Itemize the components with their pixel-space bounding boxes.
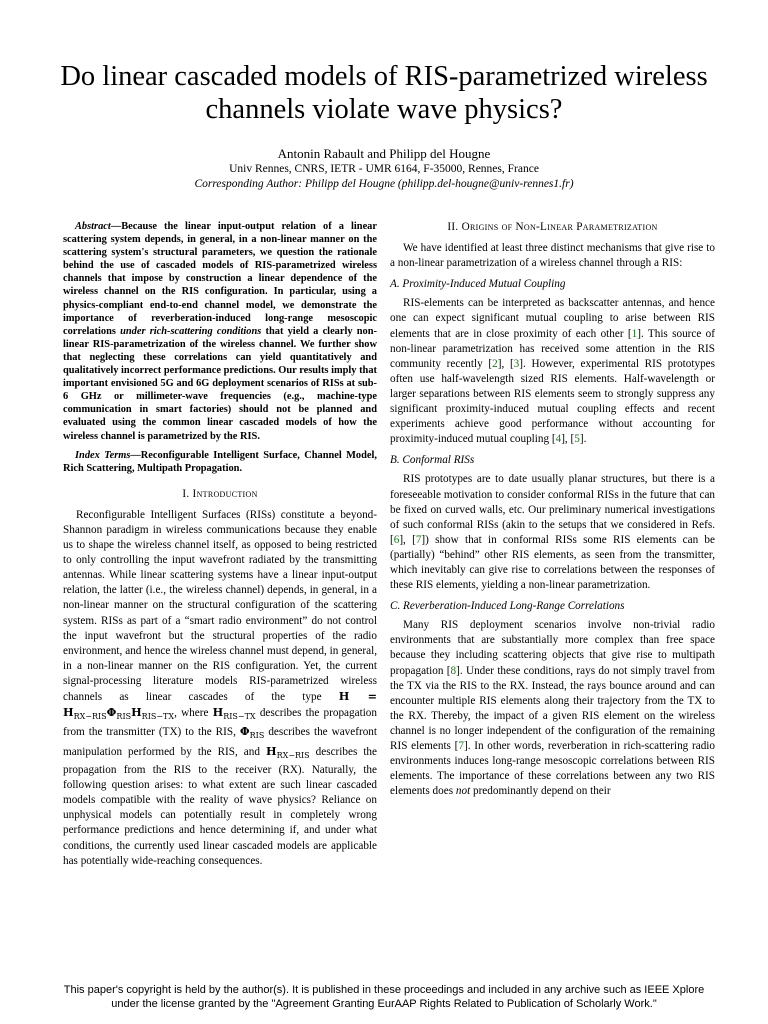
citation-link[interactable]: 4 [555,433,562,446]
c-italic-not: not [455,785,471,798]
index-terms-text: —Reconfigurable Intelligent Surface, Channel Model, Rich Scattering, Multipath Propagation. [63,449,377,474]
intro-text-b: , where [174,707,213,720]
abstract-lead: Abstract [75,221,111,232]
citation-link[interactable]: 5 [574,433,580,446]
c-text-2: ]. Under these conditions, rays do not simply travel from the TX via the RIS to the RX. Instead, the rays bounce around and can encounter multiple RIS elements along their trajectory from the TX to the RX. Thereby, the impact of a given RIS element on the wireless channel is no longer independent of the configuration of the remaining RIS elements [ [390,664,716,752]
subsection-heading-a: A. Proximity-Induced Mutual Coupling [390,278,566,291]
copyright-line-2: under the license granted by the "Agreement Granting EurAAP Rights Related to Publication of Scholarly Work." [111,998,657,1010]
citation-link[interactable]: 3 [513,357,520,370]
copyright-notice [0,983,768,1011]
b-text-2: ], [ [399,533,416,546]
citation-link[interactable]: 7 [415,533,422,546]
eq-phi: Φ [106,705,117,720]
c-text-1: Many RIS deployment scenarios involve non-trivial radio environments that are substantially more complex than free space because they including scattering objects that give rise to multipath propagation [ [390,619,715,677]
abstract-italic: under rich-scattering conditions [120,325,262,337]
section-heading-origins: II. Origins of Non-Linear Parametrization [447,221,658,233]
right-column [390,220,715,799]
eq-sub-ristx: RIS−TX [141,712,175,722]
paper-affiliation: Univ Rennes, CNRS, IETR - UMR 6164, F-35000, Rennes, France [229,163,539,175]
intro-text-e: describes the propagation from the RIS to the receiver (RX). Naturally, the following question arises: to what extent are such linear cascaded models compatible with the reality of wave physics? Reliance on unphysical models can potentially result in completely wrong performance predictions and hence determining if, and under what conditions, the currently used linear cascaded models are applicable has potentially wide-reaching consequences. [63,745,377,867]
subsection-heading-b: B. Conformal RISs [390,454,475,467]
a-text-4: ]. However, experimental RIS prototypes often use half-wavelength sized RIS elements. Half-wavelength or larger separations between RIS elements seem to strongly suppress any significant proximity-induced mutual coupling effects and recent experiments achieve good performance without accounting for proximity-induced mutual coupling [ [390,357,715,446]
eq-h2: H [131,705,142,720]
sym-h-rxris-sub: RX−RIS [276,750,310,760]
c-text-3: ]. In other words, reverberation in rich-scattering radio environments induces long-range mesoscopic correlations between RIS elements. The importance of these correlations between any two RIS elements does [390,740,715,798]
a-text-2: ]. This source of non-linear parametrization has received some attention in the RIS community recently [ [390,327,715,370]
eq-sub-ris: RIS [116,712,132,722]
intro-text-a: Reconfigurable Intelligent Surfaces (RISs) constitute a beyond-Shannon paradigm in wireless communications because they enable us to shape the wireless channel itself, as opposed to being restricted to only controlling the input wavefront radiated by the transmitting antennas. While linear scattering systems have a linear input-output relation, the latter (i.e., the wireless channel) depends, in general, in a non-linear manner on the structural configuration of the scattering system. RISs as part of a “smart radio environment” do not control the input wavefront but the structural properties of the radio environment, and hence the wireless channel must depend, in general, in a non-linear manner on the RIS configuration. Yet, the current signal-processing literature models RIS-parametrized wireless channels as linear cascades of the type [63,508,377,703]
a-text-5: ], [ [561,433,575,446]
eq-h: H = H [63,689,377,720]
intro-text-d: describes the wavefront manipulation performed by the RIS, and [63,726,377,758]
abstract-text-2: that yield a clearly non-linear RIS-parametrization of the wireless channel. We further show that neglecting these correlations can yield quantitatively and qualitatively incorrect performance predictions. Our results imply that important envisioned 5G and 6G deployment scenarios of RISs at sub-6 GHz or millimeter-wave frequencies (e.g., machine-type communication in smart factories) should not be planned and evaluated using the common linear cascaded models of how the wireless channel is parametrized by the RIS. [63,325,377,442]
a-text-3: ], [ [497,357,514,370]
intro-text-c: describes the propagation from the transmitter (TX) to the RIS, [63,707,377,739]
citation-link[interactable]: 8 [450,664,457,677]
abstract [63,220,377,443]
sym-phi: Φ [239,724,250,739]
citation-link[interactable]: 1 [631,327,638,340]
subsection-heading-c: C. Reverberation-Induced Long-Range Correlations [390,600,625,613]
eq-sub-rxris: RX−RIS [73,712,107,722]
copyright-line-1: This paper's copyright is held by the author(s). It is published in these proceedings and included in any archive such as IEEE Xplore [63,984,705,996]
a-text-6: ]. [579,433,587,446]
sym-h-rxris: H [265,743,277,758]
index-terms-lead: Index Terms [75,449,131,461]
sym-phi-sub: RIS [249,731,265,741]
a-text-1: RIS-elements can be interpreted as backscatter antennas, and hence one can expect significant mutual coupling to arise between RIS elements that are in close proximity of each other [ [390,297,715,340]
origins-intro: We have identified at least three distinct mechanisms that give rise to a non-linear parametrization of a wireless channel through a RIS: [390,242,715,270]
citation-link[interactable]: 2 [492,357,498,370]
citation-link[interactable]: 6 [393,533,400,546]
b-text-3: ]) show that in conformal RISs some RIS elements can be (partially) “behind” other RIS elements, as seen from the transmitter, which inevitably can give rise to correlations between the responses of these RIS elements, yielding a non-linear parametrization. [390,533,715,592]
c-text-4: predominantly depend on their [470,785,611,798]
sym-h-ristx-sub: RIS−TX [223,712,256,722]
paper-authors: Antonin Rabault and Philipp del Hougne [277,146,491,161]
paper-title: Do linear cascaded models of RIS-parametrized wireless channels violate wave physics? [60,61,708,125]
abstract-text-1: —Because the linear input-output relation of a linear scattering system depends, in general, in a non-linear manner on the scattering system's structural parameters, we question the rationale behind the use of cascaded models of RIS-parametrized wireless channels that impose by construction a linear dependence of the wireless channel on the RIS configuration. In particular, using a physics-compliant end-to-end channel model, we demonstrate the importance of reverberation-induced long-range mesoscopic correlations [63,221,377,337]
subsection-a-paragraph [390,296,715,447]
b-text-1: RIS prototypes are to date usually planar structures, but there is a foreseeable motivation to consider conformal RISs in the future that can be fixed on curved walls, etc. Our preliminary numerical investigations of such conformal RISs (akin to the setups that we considered in Refs. [ [390,473,715,546]
section-heading-introduction: I. Introduction [182,487,258,500]
index-terms [63,449,377,475]
left-column [63,220,377,869]
intro-paragraph [63,508,377,869]
sym-h-ristx: H [212,705,224,720]
subsection-b-paragraph [390,472,715,593]
citation-link[interactable]: 7 [458,740,464,752]
subsection-c-paragraph [390,618,715,799]
corresponding-author: Corresponding Author: Philipp del Hougne (philipp.del-hougne@univ-rennes1.fr) [194,178,574,190]
